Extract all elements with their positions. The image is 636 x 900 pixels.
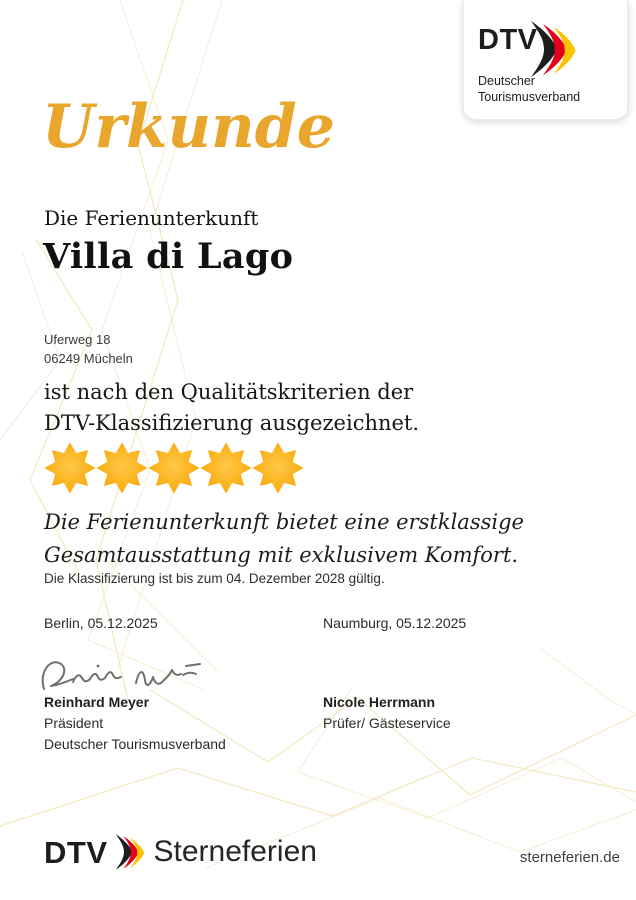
dtv-logo-acronym: DTV xyxy=(478,24,538,56)
intro-label: Die Ferienunterkunft xyxy=(44,206,259,230)
signer-right-role: Prüfer/ Gästeservice xyxy=(323,715,451,731)
validity-text: Die Klassifizierung ist bis zum 04. Dezember 2028 gültig. xyxy=(44,571,385,586)
signer-left-name: Reinhard Meyer xyxy=(44,694,150,710)
place-date-right: Naumburg, 05.12.2025 xyxy=(323,615,467,631)
classification-description: Die Ferienunterkunft bietet eine erstklassige Gesamtausstattung mit exklusivem Komfort. xyxy=(44,510,524,567)
award-statement: ist nach den Qualitätskriterien der DTV-Klassifizierung ausgezeichnet. xyxy=(44,380,420,435)
classification-stars xyxy=(44,442,304,494)
property-name: Villa di Lago xyxy=(43,236,294,277)
signer-right xyxy=(323,692,451,734)
signer-left-org: Deutscher Tourismusverband xyxy=(44,736,226,752)
classification-star-icon xyxy=(148,442,200,494)
classification-star-icon xyxy=(44,442,96,494)
classification-star-icon xyxy=(200,442,252,494)
footer-chevron-icon xyxy=(115,833,147,871)
dtv-org-name: Deutscher Tourismusverband xyxy=(478,74,581,104)
dtv-logo-card xyxy=(463,0,628,120)
classification-star-icon xyxy=(252,442,304,494)
certificate-title: Urkunde xyxy=(42,92,335,162)
address-street: Uferweg 18 xyxy=(44,332,111,347)
property-address xyxy=(44,330,133,368)
signer-left xyxy=(44,692,226,755)
footer-dtv-acronym: DTV xyxy=(44,834,108,870)
address-city: 06249 Mücheln xyxy=(44,351,133,366)
sterneferien-logo xyxy=(44,833,317,871)
dtv-chevron-icon xyxy=(530,20,580,78)
signer-right-name: Nicole Herrmann xyxy=(323,694,436,710)
classification-star-icon xyxy=(96,442,148,494)
footer-brand-name: Sterneferien xyxy=(153,835,317,868)
website-url: sterneferien.de xyxy=(519,849,620,866)
signer-left-role: Präsident xyxy=(44,715,104,731)
place-date-left: Berlin, 05.12.2025 xyxy=(44,615,158,631)
